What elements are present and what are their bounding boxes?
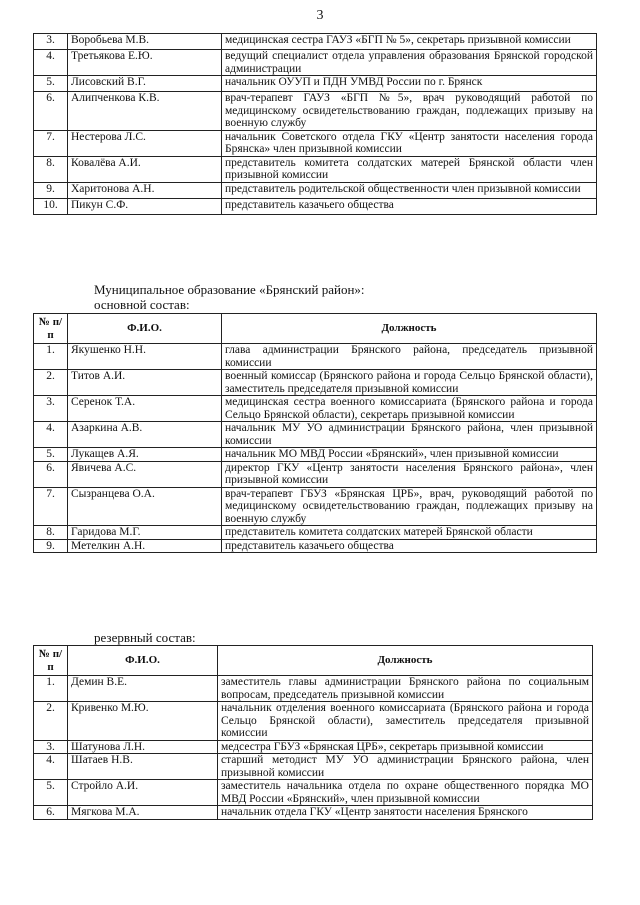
- row-number: 1.: [34, 344, 68, 370]
- row-number: 6.: [34, 806, 68, 820]
- member-position: представитель казачьего общества: [222, 539, 597, 553]
- member-name: Третьякова Е.Ю.: [68, 50, 222, 76]
- member-position: начальник Советского отдела ГКУ «Центр занятости населения города Брянска» член призывной комиссии: [222, 130, 597, 156]
- member-name: Азаркина А.В.: [68, 422, 222, 448]
- member-name: Серенок Т.А.: [68, 396, 222, 422]
- reserve-composition-table: [33, 645, 593, 820]
- member-position: начальник МО МВД России «Брянский», член призывной комиссии: [222, 448, 597, 462]
- table-row: [34, 422, 597, 448]
- table-row: [34, 780, 593, 806]
- member-position: врач-терапевт ГАУЗ «БГП №5», врач руководящий работой по медицинскому освидетельствованию граждан, подлежащих призыву на военную службу: [222, 92, 597, 131]
- table-row: [34, 539, 597, 553]
- row-number: 1.: [34, 676, 68, 702]
- table-row: [34, 182, 597, 198]
- row-number: 9.: [34, 182, 68, 198]
- row-number: 5.: [34, 76, 68, 92]
- member-position: начальник ОУУП и ПДН УМВД России по г. Брянск: [222, 76, 597, 92]
- row-number: 3.: [34, 396, 68, 422]
- member-name: Алипченкова К.В.: [68, 92, 222, 131]
- member-position: начальник отдела ГКУ «Центр занятости населения Брянского: [218, 806, 593, 820]
- municipality-heading: Муниципальное образование «Брянский район»:: [94, 282, 365, 297]
- member-position: представитель комитета солдатских матерей Брянской области: [222, 526, 597, 540]
- table-row: [34, 526, 597, 540]
- member-position: начальник отделения военного комиссариата (Брянского района и города Сельцо Брянской области), заместитель председателя призывной комиссии: [218, 702, 593, 741]
- reserve-composition-heading: резервный состав:: [94, 630, 196, 645]
- table-row: [34, 487, 597, 526]
- header-num: № п/п: [34, 314, 68, 344]
- table-row: [34, 130, 597, 156]
- member-position: глава администрации Брянского района, председатель призывной комиссии: [222, 344, 597, 370]
- row-number: 4.: [34, 422, 68, 448]
- table-row: [34, 396, 597, 422]
- member-name: Мягкова М.А.: [68, 806, 218, 820]
- table-row: [34, 50, 597, 76]
- row-number: 6.: [34, 92, 68, 131]
- member-name: Кривенко М.Ю.: [68, 702, 218, 741]
- row-number: 4.: [34, 754, 68, 780]
- row-number: 7.: [34, 487, 68, 526]
- member-position: представитель комитета солдатских матерей Брянской области член призывной комиссии: [222, 156, 597, 182]
- member-name: Стройло А.И.: [68, 780, 218, 806]
- table-row: [34, 370, 597, 396]
- member-name: Демин В.Е.: [68, 676, 218, 702]
- member-name: Шатаев Н.В.: [68, 754, 218, 780]
- commission-table-continued: [33, 33, 597, 215]
- header-num: № п/п: [34, 646, 68, 676]
- row-number: 10.: [34, 198, 68, 214]
- table-row: [34, 806, 593, 820]
- table-row: [34, 198, 597, 214]
- member-position: ведущий специалист отдела управления образования Брянской городской администрации: [222, 50, 597, 76]
- row-number: 2.: [34, 702, 68, 741]
- member-position: медсестра ГБУЗ «Брянская ЦРБ», секретарь призывной комиссии: [218, 740, 593, 754]
- member-name: Шатунова Л.Н.: [68, 740, 218, 754]
- member-position: медицинская сестра военного комиссариата (Брянского района и города Сельцо Брянской области), секретарь призывной комиссии: [222, 396, 597, 422]
- row-number: 5.: [34, 780, 68, 806]
- table-row: [34, 754, 593, 780]
- member-position: старший методист МУ УО администрации Брянского района, член призывной комиссии: [218, 754, 593, 780]
- member-position: представитель родительской общественности член призывной комиссии: [222, 182, 597, 198]
- member-name: Ковалёва А.И.: [68, 156, 222, 182]
- member-position: заместитель начальника отдела по охране общественного порядка МО МВД России «Брянский», член призывной комиссии: [218, 780, 593, 806]
- header-position: Должность: [222, 314, 597, 344]
- member-position: директор ГКУ «Центр занятости населения Брянского района», член призывной комиссии: [222, 461, 597, 487]
- table-row: [34, 34, 597, 50]
- table-row: [34, 156, 597, 182]
- table-row: [34, 740, 593, 754]
- row-number: 3.: [34, 740, 68, 754]
- row-number: 8.: [34, 156, 68, 182]
- table-row: [34, 76, 597, 92]
- member-name: Нестерова Л.С.: [68, 130, 222, 156]
- member-name: Воробьева М.В.: [68, 34, 222, 50]
- main-composition-table: [33, 313, 597, 553]
- member-name: Лисовский В.Г.: [68, 76, 222, 92]
- table-row: [34, 344, 597, 370]
- member-name: Харитонова А.Н.: [68, 182, 222, 198]
- row-number: 5.: [34, 448, 68, 462]
- row-number: 3.: [34, 34, 68, 50]
- member-name: Явичева А.С.: [68, 461, 222, 487]
- member-name: Гаридова М.Г.: [68, 526, 222, 540]
- row-number: 4.: [34, 50, 68, 76]
- row-number: 2.: [34, 370, 68, 396]
- header-position: Должность: [218, 646, 593, 676]
- header-name: Ф.И.О.: [68, 646, 218, 676]
- member-position: врач-терапевт ГБУЗ «Брянская ЦРБ», врач, руководящий работой по медицинскому освидетельствованию граждан, подлежащих призыву на военную службу: [222, 487, 597, 526]
- member-position: заместитель главы администрации Брянского района по социальным вопросам, председатель призывной комиссии: [218, 676, 593, 702]
- member-position: представитель казачьего общества: [222, 198, 597, 214]
- member-position: медицинская сестра ГАУЗ «БГП № 5», секретарь призывной комиссии: [222, 34, 597, 50]
- member-name: Пикун С.Ф.: [68, 198, 222, 214]
- member-name: Титов А.И.: [68, 370, 222, 396]
- row-number: 9.: [34, 539, 68, 553]
- header-name: Ф.И.О.: [68, 314, 222, 344]
- page-number: 3: [316, 8, 324, 23]
- main-composition-heading: основной состав:: [94, 297, 190, 312]
- table-row: [34, 92, 597, 131]
- member-position: военный комиссар (Брянского района и города Сельцо Брянской области), заместитель председателя призывной комиссии: [222, 370, 597, 396]
- member-name: Метелкин А.Н.: [68, 539, 222, 553]
- row-number: 6.: [34, 461, 68, 487]
- member-position: начальник МУ УО администрации Брянского района, член призывной комиссии: [222, 422, 597, 448]
- table-row: [34, 461, 597, 487]
- member-name: Сызранцева О.А.: [68, 487, 222, 526]
- table-row: [34, 676, 593, 702]
- row-number: 7.: [34, 130, 68, 156]
- table-row: [34, 702, 593, 741]
- table-row: [34, 448, 597, 462]
- row-number: 8.: [34, 526, 68, 540]
- member-name: Якушенко Н.Н.: [68, 344, 222, 370]
- member-name: Лукащев А.Я.: [68, 448, 222, 462]
